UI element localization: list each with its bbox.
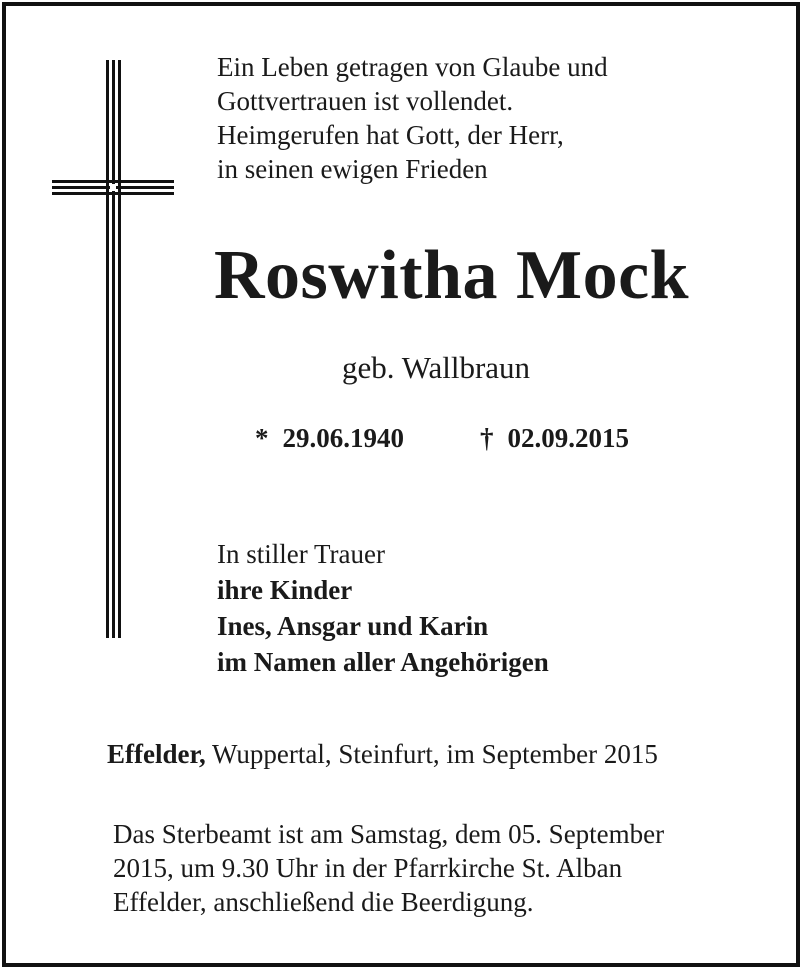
notice-line: Effelder, anschließend die Beerdigung.	[113, 887, 534, 917]
notice-line: Das Sterbeamt ist am Samstag, dem 05. September	[113, 819, 665, 849]
verse-line: Ein Leben getragen von Glaube und	[217, 52, 608, 82]
mourners-line: im Namen aller Angehörigen	[217, 647, 549, 677]
maiden-name: geb. Wallbraun	[342, 350, 531, 385]
verse-line: Heimgerufen hat Gott, der Herr,	[217, 120, 564, 150]
latin-cross-icon	[52, 60, 174, 638]
birth-date-value: 29.06.1940	[282, 423, 404, 453]
mourners-line: Ines, Ansgar und Karin	[217, 611, 489, 641]
places-line	[107, 736, 658, 772]
birth-date	[255, 420, 404, 456]
mourners-intro: In stiller Trauer	[217, 539, 385, 569]
notice-line: 2015, um 9.30 Uhr in der Pfarrkirche St. Alban	[113, 853, 623, 883]
mourners	[217, 536, 549, 680]
places-rest: Wuppertal, Steinfurt, im September 2015	[205, 739, 658, 769]
birth-star-icon: *	[255, 423, 269, 453]
death-date-value: 02.09.2015	[507, 423, 629, 453]
mourners-line: ihre Kinder	[217, 575, 353, 605]
death-date	[480, 420, 629, 456]
deceased-name: Roswitha Mock	[214, 237, 690, 314]
verse	[217, 50, 737, 186]
verse-line: in seinen ewigen Frieden	[217, 154, 488, 184]
main-place: Effelder,	[107, 739, 206, 769]
verse-line: Gottvertrauen ist vollendet.	[217, 86, 514, 116]
death-dagger-icon: †	[480, 423, 494, 453]
funeral-notice	[113, 817, 773, 919]
